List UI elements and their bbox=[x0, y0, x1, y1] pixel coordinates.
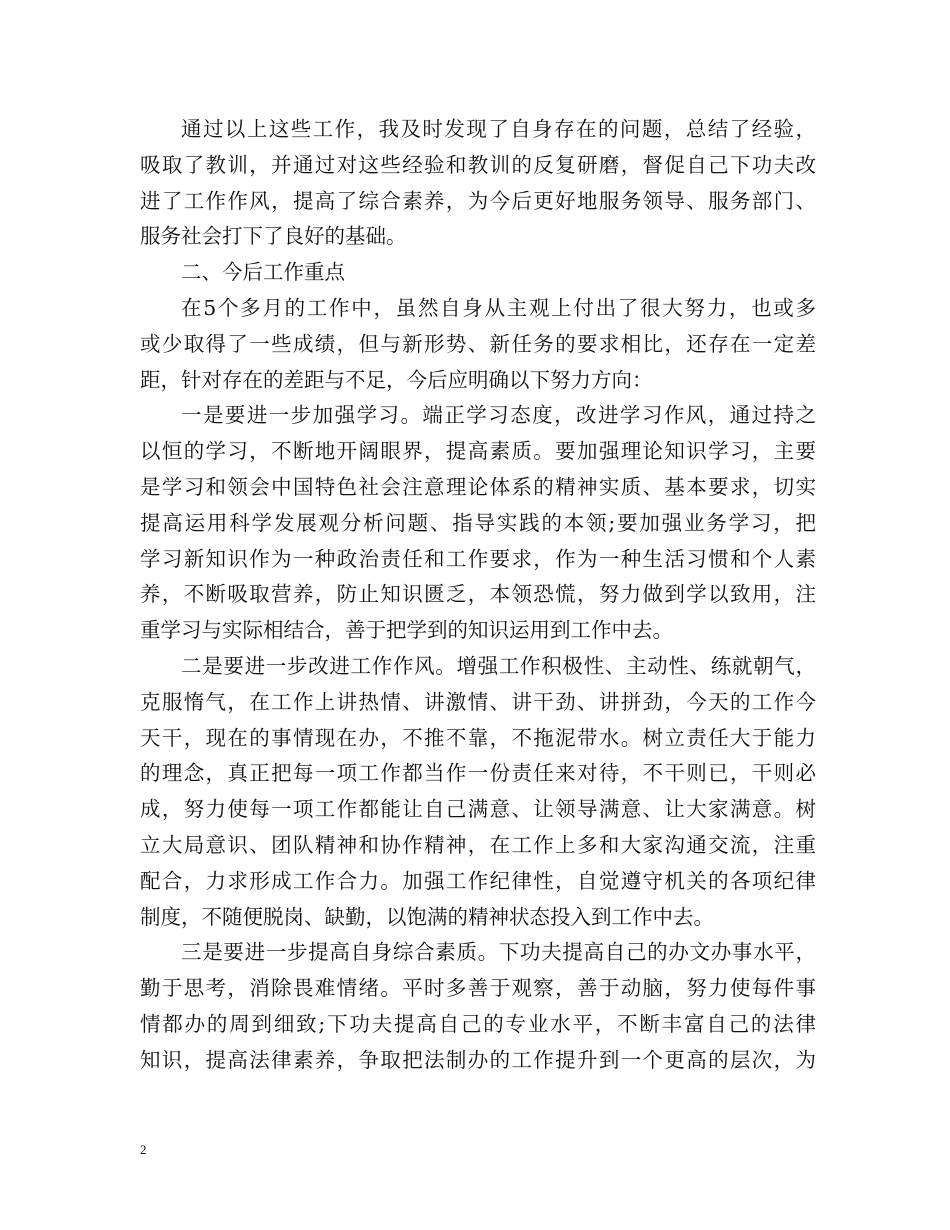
section-heading bbox=[140, 255, 816, 291]
text-line: 是学习和领会中国特色社会注意理论体系的精神实质、基本要求，切实 bbox=[140, 474, 816, 499]
text-line: 提高运用科学发展观分析问题、指导实践的本领;要加强业务学习，把 bbox=[140, 510, 816, 535]
text-line: 养，不断吸取营养，防止知识匮乏，本领恐慌，努力做到学以致用，注 bbox=[140, 582, 816, 607]
text-line: 在5个多月的工作中，虽然自身从主观上付出了很大努力，也或多 bbox=[181, 295, 816, 320]
text-line: 学习新知识作为一种政治责任和工作要求，作为一种生活习惯和个人素 bbox=[140, 546, 816, 571]
paragraph bbox=[140, 291, 816, 398]
heading-text: 二、今后工作重点 bbox=[181, 260, 345, 285]
text-line: 以恒的学习，不断地开阔眼界，提高素质。要加强理论知识学习，主要 bbox=[140, 439, 816, 464]
paragraph bbox=[140, 112, 816, 255]
paragraph bbox=[140, 398, 816, 649]
text-line: 的理念，真正把每一项工作都当作一份责任来对待，不干则已，干则必 bbox=[140, 761, 816, 786]
text-line: 重学习与实际相结合，善于把学到的知识运用到工作中去。 bbox=[140, 618, 673, 643]
paragraph bbox=[140, 649, 816, 935]
text-line: 服务社会打下了良好的基础。 bbox=[140, 224, 407, 249]
text-line: 配合，力求形成工作合力。加强工作纪律性，自觉遵守机关的各项纪律 bbox=[140, 868, 816, 893]
text-line: 成，努力使每一项工作都能让自己满意、让领导满意、让大家满意。树 bbox=[140, 797, 816, 822]
page-number: 2 bbox=[140, 1142, 147, 1157]
text-line: 一是要进一步加强学习。端正学习态度，改进学习作风，通过持之 bbox=[181, 403, 816, 428]
text-line: 或少取得了一些成绩，但与新形势、新任务的要求相比，还存在一定差 bbox=[140, 331, 816, 356]
text-line: 三是要进一步提高自身综合素质。下功夫提高自己的办文办事水平， bbox=[181, 940, 816, 965]
text-line: 天干，现在的事情现在办，不推不靠，不拖泥带水。树立责任大于能力 bbox=[140, 725, 816, 750]
text-line: 二是要进一步改进工作作风。增强工作积极性、主动性、练就朝气， bbox=[181, 653, 816, 678]
text-line: 进了工作作风，提高了综合素养，为今后更好地服务领导、服务部门、 bbox=[140, 188, 816, 213]
paragraph bbox=[140, 935, 816, 1078]
text-line: 制度，不随便脱岗、缺勤，以饱满的精神状态投入到工作中去。 bbox=[140, 904, 714, 929]
document-body bbox=[140, 112, 816, 1079]
text-line: 知识，提高法律素养，争取把法制办的工作提升到一个更高的层次，为 bbox=[140, 1047, 816, 1072]
text-line: 克服惰气，在工作上讲热情、讲激情、讲干劲、讲拼劲，今天的工作今 bbox=[140, 689, 816, 714]
text-line: 距，针对存在的差距与不足，今后应明确以下努力方向： bbox=[140, 367, 653, 392]
text-line: 通过以上这些工作，我及时发现了自身存在的问题，总结了经验， bbox=[181, 117, 816, 141]
text-line: 情都办的周到细致;下功夫提高自己的专业水平，不断丰富自己的法律 bbox=[140, 1011, 816, 1036]
text-line: 立大局意识、团队精神和协作精神，在工作上多和大家沟通交流，注重 bbox=[140, 832, 816, 857]
text-line: 吸取了教训，并通过对这些经验和教训的反复研磨，督促自己下功夫改 bbox=[140, 152, 816, 177]
text-line: 勤于思考，消除畏难情绪。平时多善于观察，善于动脑，努力使每件事 bbox=[140, 976, 816, 1001]
